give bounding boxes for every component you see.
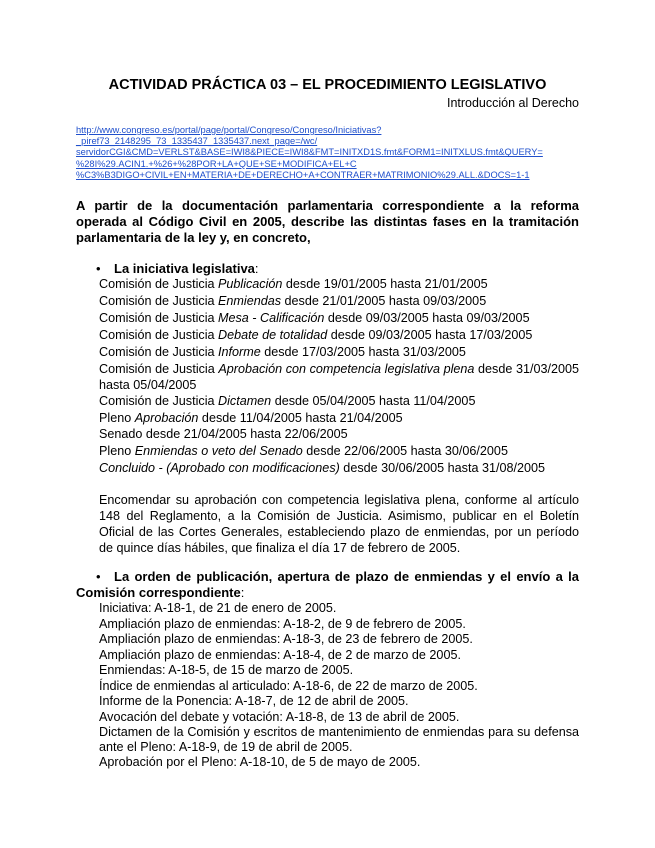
page-title: ACTIVIDAD PRÁCTICA 03 – EL PROCEDIMIENTO LEGISLATIVO [108, 77, 547, 93]
source-link-line[interactable]: _piref73_2148295_73_1335437_1335437.next_page=/wc/ [76, 136, 318, 147]
list-item: Dictamen de la Comisión y escritos de mantenimiento de enmiendas para su defensa ante el Pleno: A-18-9, de 19 de abril de 2005. [99, 725, 579, 754]
source-link-line[interactable]: %28I%29.ACIN1.+%26+%28POR+LA+QUE+SE+MODIFICA+EL+C [76, 158, 357, 169]
list-item: Ampliación plazo de enmiendas: A-18-3, de 23 de febrero de 2005. [99, 632, 473, 646]
list-item: Comisión de Justicia Informe desde 17/03/2005 hasta 31/03/2005 [99, 345, 466, 359]
iniciativa-list [99, 276, 579, 477]
list-item: Pleno Enmiendas o veto del Senado desde 22/06/2005 hasta 30/06/2005 [99, 444, 508, 458]
list-item: Informe de la Ponencia: A-18-7, de 12 de abril de 2005. [99, 694, 409, 708]
bullet-icon: • [96, 569, 101, 584]
intro-paragraph: A partir de la documentación parlamentaria correspondiente a la reforma operada al Código Civil en 2005, describe las distintas fases en la tramitación parlamentaria de la ley y, en concreto, [76, 198, 579, 245]
list-item: Comisión de Justicia Mesa - Calificación desde 09/03/2005 hasta 09/03/2005 [99, 311, 530, 325]
source-link-line[interactable]: http://www.congreso.es/portal/page/portal/Congreso/Congreso/Iniciativas? [76, 125, 382, 135]
body-paragraph: Encomendar su aprobación con competencia legislativa plena, conforme al artículo 148 del Reglamento, a la Comisión de Justicia. Asimismo, publicar en el Boletín Oficial de las Cortes Generales, estableciendo plazo de enmiendas, por un período de quince días hábiles, que finaliza el día 17 de febrero de 2005. [99, 493, 579, 555]
publicaciones-list [99, 601, 579, 771]
list-item: Senado desde 21/04/2005 hasta 22/06/2005 [99, 427, 348, 441]
list-item: Ampliación plazo de enmiendas: A-18-4, de 2 de marzo de 2005. [99, 647, 461, 662]
course-subtitle: Introducción al Derecho [446, 96, 579, 110]
list-item: Concluido - (Aprobado con modificaciones) desde 30/06/2005 hasta 31/08/2005 [99, 461, 545, 475]
source-link[interactable] [76, 125, 576, 181]
list-item: Ampliación plazo de enmiendas: A-18-2, de 9 de febrero de 2005. [99, 616, 466, 631]
list-item: Comisión de Justicia Publicación desde 19/01/2005 hasta 21/01/2005 [99, 277, 488, 291]
source-link-line[interactable]: %C3%B3DIGO+CIVIL+EN+MATERIA+DE+DERECHO+A+CONTRAER+MATRIMONIO%29.ALL.&DOCS=1-1 [76, 169, 530, 180]
section-heading-iniciativa [76, 261, 579, 277]
list-item: Enmiendas: A-18-5, de 15 de marzo de 2005. [99, 663, 354, 677]
section-heading-orden [76, 569, 579, 601]
list-item: Pleno Aprobación desde 11/04/2005 hasta 21/04/2005 [99, 411, 403, 425]
section-heading-text: La orden de publicación, apertura de plazo de enmiendas y el envío a la Comisión correspondiente [76, 569, 579, 600]
list-item: Comisión de Justicia Dictamen desde 05/04/2005 hasta 11/04/2005 [99, 394, 476, 408]
list-item: Comisión de Justicia Aprobación con competencia legislativa plena desde 31/03/2005 hasta 05/04/2005 [99, 362, 579, 392]
list-item: Comisión de Justicia Enmiendas desde 21/01/2005 hasta 09/03/2005 [99, 294, 487, 308]
list-item: Iniciativa: A-18-1, de 21 de enero de 2005. [99, 601, 337, 615]
list-item: Índice de enmiendas al articulado: A-18-6, de 22 de marzo de 2005. [99, 678, 478, 693]
section-heading-text: La iniciativa legislativa [114, 261, 255, 276]
bullet-icon: • [96, 261, 101, 276]
list-item: Comisión de Justicia Debate de totalidad desde 09/03/2005 hasta 17/03/2005 [99, 328, 533, 342]
list-item: Aprobación por el Pleno: A-18-10, de 5 de mayo de 2005. [99, 755, 421, 769]
section-heading-colon: : [254, 261, 259, 276]
section-heading-colon: : [240, 585, 245, 600]
source-link-line[interactable]: servidorCGI&CMD=VERLST&BASE=IWI8&PIECE=IWI8&FMT=INITXD1S.fmt&FORM1=INITXLUS.fmt&QUERY= [76, 147, 543, 158]
list-item: Avocación del debate y votación: A-18-8, de 13 de abril de 2005. [99, 709, 460, 724]
